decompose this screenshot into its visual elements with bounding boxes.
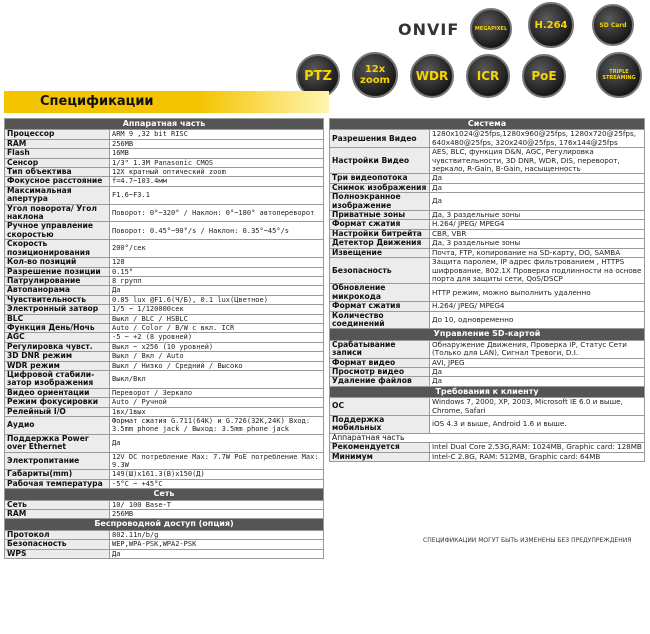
spec-label: Электронный затвор (5, 305, 110, 314)
spec-label: Поддержка мобильных (330, 416, 430, 434)
spec-label: Удаление файлов (330, 377, 430, 386)
spec-label: Разрешение позиции (5, 267, 110, 276)
spec-label: Режим фокусировки (5, 398, 110, 407)
spec-label: 3D DNR режим (5, 352, 110, 361)
spec-label: Релейный I/O (5, 407, 110, 416)
section-header (330, 386, 645, 397)
spec-label: Количество соединений (330, 311, 430, 329)
spec-label: Сеть (5, 500, 110, 509)
spec-value: Выкл / Вкл / Auto (110, 352, 324, 361)
spec-row (330, 239, 645, 248)
spec-label: Полноэкранное изображение (330, 193, 430, 211)
spec-row (5, 130, 324, 139)
spec-label: Обновление микрокода (330, 284, 430, 302)
onvif-logo: ONVIF (398, 20, 460, 39)
spec-row (5, 177, 324, 186)
spec-value: Поворот: 0.45°~90°/s / Наклон: 0.35°~45°/s (110, 222, 324, 240)
spec-label: RAM (5, 139, 110, 148)
spec-row (5, 186, 324, 204)
spec-row (5, 500, 324, 509)
spec-row (5, 407, 324, 416)
spec-value: 1/5 ~ 1/120000сек (110, 305, 324, 314)
spec-value: F1.6~F3.1 (110, 186, 324, 204)
spec-row (330, 302, 645, 311)
spec-value: Выкл / Низко / Средний / Высоко (110, 361, 324, 370)
spec-value: Выкл / BLC / HSBLC (110, 314, 324, 323)
spec-row (5, 540, 324, 549)
spec-value: Поворот: 0°~320° / Наклон: 0°~180° автопереворот (110, 204, 324, 222)
spec-value: 200°/сек (110, 240, 324, 258)
h264-badge: H.264 (528, 2, 574, 48)
spec-label: Патрулирование (5, 276, 110, 285)
spec-label: Сенсор (5, 158, 110, 167)
spec-label: Безопасность (330, 258, 430, 284)
spec-label: Цифровой стабили- затор изображения (5, 370, 110, 388)
spec-label: ОС (330, 398, 430, 416)
spec-row (5, 286, 324, 295)
spec-value: Да (110, 549, 324, 558)
spec-label: Снимок изображения (330, 183, 430, 192)
spec-row (5, 240, 324, 258)
spec-value: 256MB (110, 510, 324, 519)
spec-row (5, 470, 324, 479)
spec-label: WPS (5, 549, 110, 558)
spec-label: Тип объектива (5, 168, 110, 177)
spec-value: -5 ~ +2 (8 уровней) (110, 333, 324, 342)
page-title: Спецификации (40, 94, 154, 109)
spec-row (5, 479, 324, 488)
sd-card-badge: SD Card (592, 4, 634, 46)
feature-badges (0, 0, 650, 100)
section-title: Сеть (5, 489, 324, 500)
section-header (330, 329, 645, 340)
spec-row (330, 377, 645, 386)
spec-row (5, 434, 324, 452)
spec-row (5, 139, 324, 148)
spec-value: WEP,WPA-PSK,WPA2-PSK (110, 540, 324, 549)
spec-row (330, 443, 645, 452)
section-header (5, 519, 324, 530)
spec-row (330, 258, 645, 284)
spec-row (5, 549, 324, 558)
spec-row (5, 352, 324, 361)
spec-row (330, 130, 645, 148)
section-header (5, 119, 324, 130)
spec-value: Да (430, 367, 645, 376)
spec-value: 1280x1024@25fps,1280x960@25fps, 1280x720@25fps, 640x480@25fps, 320x240@25fps, 176x144@25fps (430, 130, 645, 148)
spec-value: 128 (110, 258, 324, 267)
section-title: Система (330, 119, 645, 130)
spec-row (5, 323, 324, 332)
spec-value: Защита паролем, IP адрес фильтрованием , HTTPS шифрование, 802.1X Проверка подлинности на основе порта для защиты сети, QoS/DSCP (430, 258, 645, 284)
section-title: Беспроводной доступ (опция) (5, 519, 324, 530)
spec-value: 16MB (110, 149, 324, 158)
spec-value: Да (430, 377, 645, 386)
spec-value: Intel Dual Core 2.53G,RAM: 1024MB, Graphic card: 128MB (430, 443, 645, 452)
spec-label: Кол-во позиций (5, 258, 110, 267)
zoom-badge: 12x zoom (352, 52, 398, 98)
spec-row (330, 311, 645, 329)
spec-row (330, 340, 645, 358)
spec-row (5, 370, 324, 388)
spec-row (330, 284, 645, 302)
spec-label: Разрешения Видео (330, 130, 430, 148)
spec-row (5, 333, 324, 342)
section-title: Управление SD-картой (330, 329, 645, 340)
spec-label: Регулировка чувст. (5, 342, 110, 351)
spec-label: Максимальная апертура (5, 186, 110, 204)
spec-label: WDR режим (5, 361, 110, 370)
section-header (5, 489, 324, 500)
spec-row (330, 174, 645, 183)
spec-row (5, 222, 324, 240)
spec-value: 12X кратный оптический zoom (110, 168, 324, 177)
disclaimer-note: СПЕЦИФИКАЦИИ МОГУТ БЫТЬ ИЗМЕНЕНЫ БЕЗ ПРЕДУПРЕЖДЕНИЯ (423, 537, 632, 544)
spec-label: Угол поворота/ Угол наклона (5, 204, 110, 222)
spec-value: Intel-C 2.8G, RAM: 512MB, Graphic card: 64MB (430, 452, 645, 461)
spec-row (5, 149, 324, 158)
wdr-badge: WDR (410, 54, 454, 98)
spec-value: iOS 4.3 и выше, Android 1.6 и выше. (430, 416, 645, 434)
spec-value: Обнаружение Движения, Проверка IP, Статус Сети (Только для LAN), Сигнал Тревоги, D.I. (430, 340, 645, 358)
spec-value: До 10, одновременно (430, 311, 645, 329)
right-spec-table (329, 118, 645, 462)
spec-row (5, 267, 324, 276)
spec-label: BLC (5, 314, 110, 323)
spec-row (330, 220, 645, 229)
spec-value: 256MB (110, 139, 324, 148)
spec-value: AVI, JPEG (430, 358, 645, 367)
spec-value: Auto / Ручной (110, 398, 324, 407)
spec-row (330, 452, 645, 461)
spec-row (5, 510, 324, 519)
spec-row (5, 204, 324, 222)
spec-value: Да (430, 193, 645, 211)
spec-value: Да (430, 174, 645, 183)
spec-label: Настройки битрейта (330, 229, 430, 238)
spec-label: Безопасность (5, 540, 110, 549)
spec-label: Рабочая температура (5, 479, 110, 488)
spec-value: H.264/ JPEG/ MPEG4 (430, 302, 645, 311)
spec-row (330, 148, 645, 174)
spec-row (5, 452, 324, 470)
spec-label: Детектор Движения (330, 239, 430, 248)
spec-row (330, 398, 645, 416)
spec-value: Формат сжатия G.711(64K) и G.726(32K,24K) Вход: 3.5mm phone jack / Выход: 3.5mm phone jack (110, 417, 324, 435)
spec-label: Видео ориентации (5, 388, 110, 397)
spec-value: Windows 7, 2000, XP, 2003, Microsoft IE 6.0 и выше, Chrome, Safari (430, 398, 645, 416)
spec-label: Процессор (5, 130, 110, 139)
spec-value: Выкл/Вкл (110, 370, 324, 388)
spec-value: 149(Ш)x161.3(В)x150(Д) (110, 470, 324, 479)
spec-value: Да (110, 286, 324, 295)
spec-value: AES, BLC, функция D&N, AGC, Регулировка чувствительности, 3D DNR, WDR, DIS, переворот, зеркало, R-Gain, B-Gain, насыщенность (430, 148, 645, 174)
megapixel-badge: MEGAPIXEL (470, 8, 512, 50)
spec-value: Переворот / Зеркало (110, 388, 324, 397)
spec-label: Габариты(mm) (5, 470, 110, 479)
spec-label: Извещение (330, 248, 430, 257)
spec-row (5, 258, 324, 267)
spec-label: Flash (5, 149, 110, 158)
spec-value: H.264/ JPEG/ MPEG4 (430, 220, 645, 229)
spec-label: Рекомендуется (330, 443, 430, 452)
spec-label: Чувствительность (5, 295, 110, 304)
spec-label: Электропитание (5, 452, 110, 470)
spec-value: Да, 3 раздельные зоны (430, 211, 645, 220)
spec-value: 8 групп (110, 276, 324, 285)
section-header (330, 119, 645, 130)
spec-value: Auto / Color / В/W с вкл. ICR (110, 323, 324, 332)
spec-label: Поддержка Power over Ethernet (5, 434, 110, 452)
ptz-badge: PTZ (296, 54, 340, 98)
spec-label: Формат сжатия (330, 220, 430, 229)
spec-value: 802.11n/b/g (110, 530, 324, 539)
spec-label: Просмотр видео (330, 367, 430, 376)
spec-row (5, 417, 324, 435)
spec-label: Минимум (330, 452, 430, 461)
spec-label: Аппаратная часть (330, 433, 645, 442)
spec-label: Протокол (5, 530, 110, 539)
spec-value: Да, 3 раздельные зоны (430, 239, 645, 248)
spec-label: Приватные зоны (330, 211, 430, 220)
spec-value: 10/ 100 Base-T (110, 500, 324, 509)
spec-value: ARM 9 ,32 bit RISC (110, 130, 324, 139)
spec-label: Формат сжатия (330, 302, 430, 311)
spec-value: 0.15° (110, 267, 324, 276)
spec-label: Автопанорама (5, 286, 110, 295)
icr-badge: ICR (466, 54, 510, 98)
spec-row (330, 416, 645, 434)
spec-label: Ручное управление скоростью (5, 222, 110, 240)
spec-label: Аудио (5, 417, 110, 435)
triple-streaming-badge: TRIPLE STREAMING (596, 52, 642, 98)
spec-row (330, 193, 645, 211)
spec-label: AGC (5, 333, 110, 342)
spec-label: Настройки Видео (330, 148, 430, 174)
spec-label: Формат видео (330, 358, 430, 367)
spec-value: 1/3" 1.3M Panasonic CMOS (110, 158, 324, 167)
spec-value: Почта, FTP, копирование на SD-карту, DO, SAMBA (430, 248, 645, 257)
spec-value: f=4.7~103.4мм (110, 177, 324, 186)
spec-label: RAM (5, 510, 110, 519)
spec-value: Выкл ~ x256 (10 уровней) (110, 342, 324, 351)
spec-label: Функция День/Ночь (5, 323, 110, 332)
spec-value: 0.05 lux @F1.6(Ч/Б), 0.1 lux(Цветное) (110, 295, 324, 304)
spec-label: Три видеопотока (330, 174, 430, 183)
spec-value: Да (430, 183, 645, 192)
spec-value: 1вх/1вых (110, 407, 324, 416)
spec-value: HTTP режим, можно выполнить удаленно (430, 284, 645, 302)
section-title: Аппаратная часть (5, 119, 324, 130)
section-title: Требования к клиенту (330, 386, 645, 397)
spec-label: Фокусное расстояние (5, 177, 110, 186)
spec-value: 12V DC потребление Max: 7.7W PoE потребление Max: 9.3W (110, 452, 324, 470)
spec-label: Срабатывание записи (330, 340, 430, 358)
poe-badge: PoE (522, 54, 566, 98)
left-spec-table (4, 118, 324, 559)
spec-value: Да (110, 434, 324, 452)
spec-label: Скорость позиционирования (5, 240, 110, 258)
spec-row (5, 398, 324, 407)
spec-value: -5°C ~ +45°C (110, 479, 324, 488)
spec-value: CBR, VBR (430, 229, 645, 238)
spec-row (5, 305, 324, 314)
